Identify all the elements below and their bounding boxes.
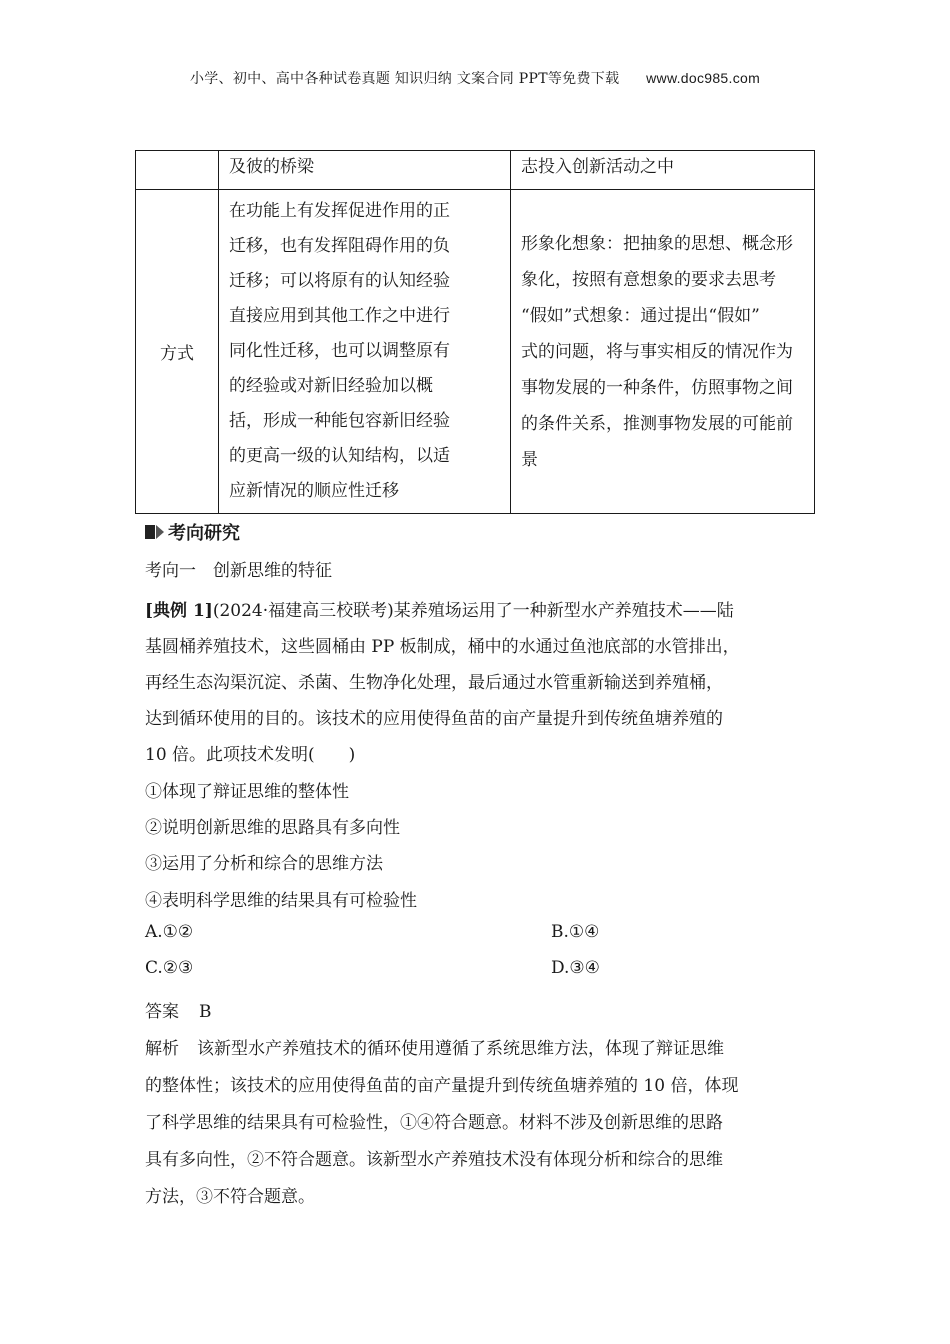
choice-d: D.③④ bbox=[551, 958, 600, 978]
analysis-label: 解析 bbox=[145, 1039, 179, 1059]
cell-line: 的更高一级的认知结构，以适 bbox=[229, 446, 450, 466]
cell-line: 的经验或对新旧经验加以概 bbox=[229, 376, 433, 396]
cell-line: 形象化想象：把抽象的思想、概念形 bbox=[521, 233, 793, 254]
section-marker-icon bbox=[145, 525, 164, 539]
choice-c: C.②③ bbox=[145, 958, 194, 978]
choice-b: B.①④ bbox=[551, 922, 600, 942]
cell-line: 直接应用到其他工作之中进行 bbox=[229, 306, 450, 326]
question-line: 达到循环使用的目的。该技术的应用使得鱼苗的亩产量提升到传统鱼塘养殖的 bbox=[145, 709, 723, 729]
cell-line: 景 bbox=[521, 449, 538, 470]
header-url[interactable]: www.doc985.com bbox=[646, 70, 761, 86]
analysis-line: 的整体性；该技术的应用使得鱼苗的亩产量提升到传统鱼塘养殖的 10 倍，体现 bbox=[145, 1076, 739, 1096]
section-heading-text: 考向研究 bbox=[168, 523, 240, 544]
cell-line: 应新情况的顺应性迁移 bbox=[229, 481, 399, 501]
choice-a: A.①② bbox=[145, 922, 194, 942]
cell-line: 的条件关系，推测事物发展的可能前 bbox=[521, 413, 793, 434]
cell-line: 在功能上有发挥促进作用的正 bbox=[229, 201, 450, 221]
cell-line: “假如”式想象：通过提出“假如” bbox=[521, 305, 760, 326]
cell-line: 迁移；可以将原有的认知经验 bbox=[229, 271, 450, 291]
table-row bbox=[136, 190, 815, 514]
cell-line: 括，形成一种能包容新旧经验 bbox=[229, 411, 450, 431]
table-cell: 及彼的桥梁 bbox=[219, 151, 511, 190]
table-row bbox=[136, 151, 815, 190]
example-tag: [典例 1] bbox=[145, 601, 213, 621]
topic-subtitle: 考向一 创新思维的特征 bbox=[145, 561, 332, 581]
analysis-line: 了科学思维的结果具有可检验性，①④符合题意。材料不涉及创新思维的思路 bbox=[145, 1113, 723, 1133]
section-heading bbox=[145, 519, 240, 545]
header-text: 小学、初中、高中各种试卷真题 知识归纳 文案合同 PPT等免费下载 bbox=[189, 71, 620, 87]
cell-line: 迁移，也有发挥阻碍作用的负 bbox=[229, 236, 450, 256]
analysis-text: 该新型水产养殖技术的循环使用遵循了系统思维方法，体现了辩证思维 bbox=[197, 1039, 724, 1059]
answer-value: B bbox=[199, 1002, 212, 1022]
analysis-line bbox=[145, 1031, 815, 1068]
transfer-method-cell bbox=[219, 190, 511, 514]
analysis-line: 方法，③不符合题意。 bbox=[145, 1187, 315, 1207]
statement-option-4: ④表明科学思维的结果具有可检验性 bbox=[145, 891, 417, 911]
analysis bbox=[145, 1031, 815, 1216]
page-header bbox=[0, 68, 950, 88]
table-cell-empty bbox=[136, 151, 219, 190]
question-line: 基圆桶养殖技术，这些圆桶由 PP 板制成，桶中的水通过鱼池底部的水管排出， bbox=[145, 637, 740, 657]
comparison-table bbox=[135, 150, 815, 514]
imagination-method-cell bbox=[511, 190, 815, 514]
row-label-method: 方式 bbox=[136, 190, 219, 514]
cell-line: 象化，按照有意想象的要求去思考 bbox=[521, 269, 776, 290]
cell-line: 式的问题，将与事实相反的情况作为 bbox=[521, 341, 793, 362]
question-line: 再经生态沟渠沉淀、杀菌、生物净化处理，最后通过水管重新输送到养殖桶， bbox=[145, 673, 723, 693]
example-source: (2024·福建高三校联考) bbox=[212, 601, 394, 621]
analysis-line: 具有多向性，②不符合题意。该新型水产养殖技术没有体现分析和综合的思维 bbox=[145, 1150, 723, 1170]
question-text: 某养殖场运用了一种新型水产养殖技术——陆 bbox=[393, 601, 734, 621]
cell-line: 事物发展的一种条件，仿照事物之间 bbox=[521, 377, 793, 398]
statement-option-2: ②说明创新思维的思路具有多向性 bbox=[145, 818, 400, 838]
table-cell: 志投入创新活动之中 bbox=[511, 151, 815, 190]
question-line bbox=[145, 593, 815, 629]
statement-option-3: ③运用了分析和综合的思维方法 bbox=[145, 854, 383, 874]
statement-option-1: ①体现了辩证思维的整体性 bbox=[145, 782, 349, 802]
answer-label: 答案 bbox=[145, 1002, 179, 1022]
example-question bbox=[145, 593, 815, 773]
question-line: 10 倍。此项技术发明( ) bbox=[145, 745, 356, 765]
answer bbox=[145, 997, 212, 1022]
cell-line: 同化性迁移，也可以调整原有 bbox=[229, 341, 450, 361]
